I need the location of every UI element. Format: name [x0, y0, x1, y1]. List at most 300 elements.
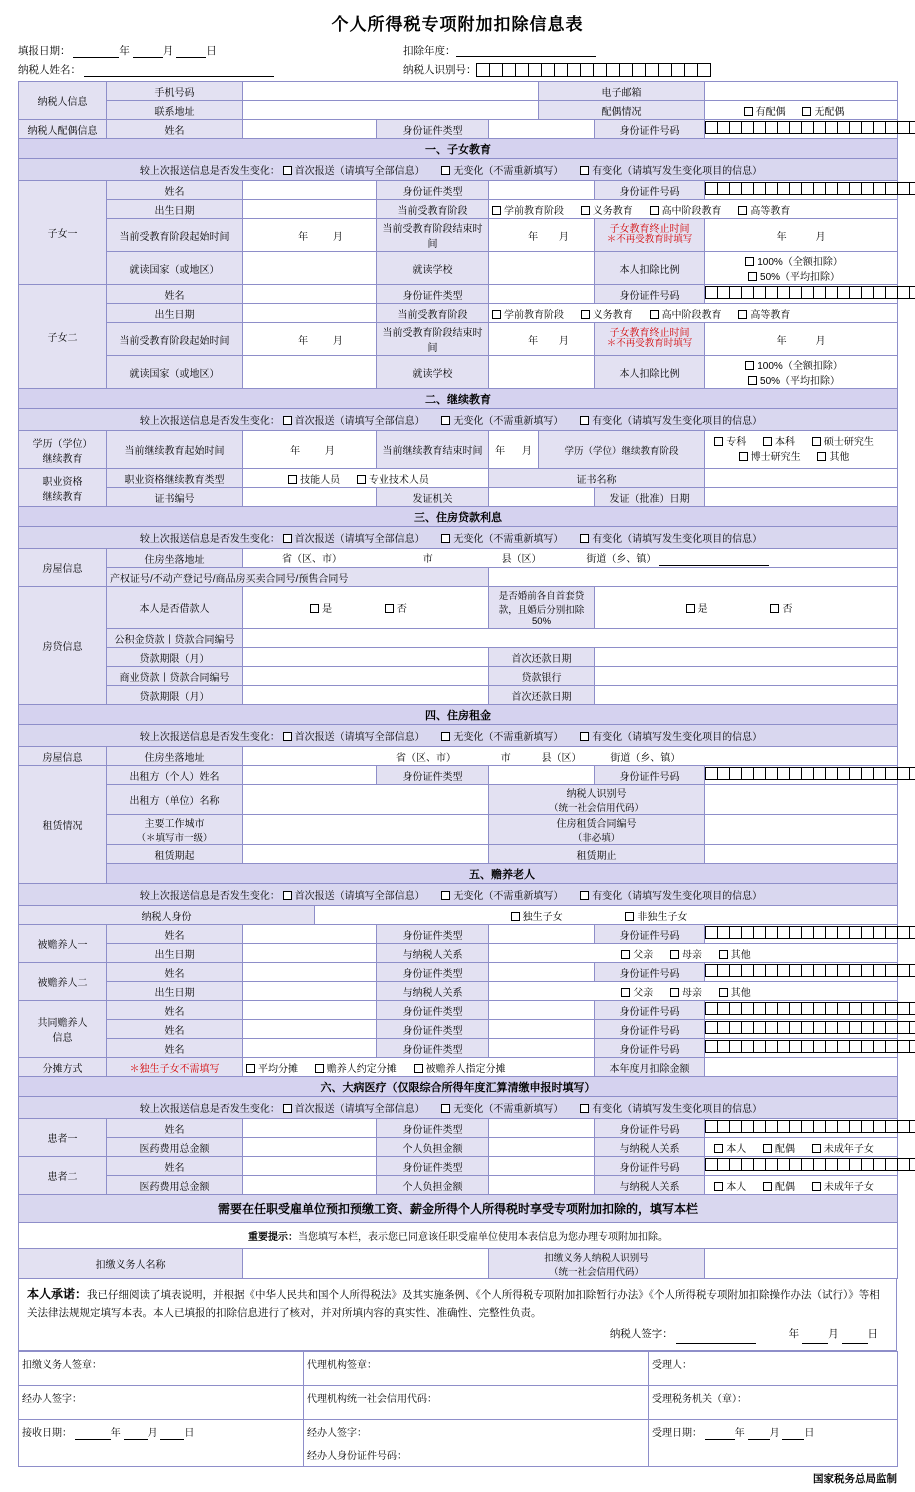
option-no-spouse-label: 无配偶	[814, 106, 845, 118]
rent-option-nochange[interactable]	[441, 728, 563, 743]
child2-id-type-label: 身份证件类型	[377, 285, 489, 304]
child1-country-label: 就读国家（或地区）	[107, 252, 243, 285]
patient2-id-number-boxes[interactable]	[705, 1158, 915, 1171]
fund-loan-input[interactable]	[243, 629, 898, 648]
cont-stage-0-label: 专科	[726, 436, 747, 448]
loan-option-nochange[interactable]	[441, 530, 563, 545]
receive-date-label: 接收日期：	[22, 1428, 72, 1440]
rent-option-changed[interactable]	[580, 728, 762, 743]
cert-name-input[interactable]	[705, 469, 898, 488]
child1-stage-2[interactable]	[650, 202, 722, 217]
patient2-id-number-label: 身份证件号码	[595, 1157, 705, 1176]
patient2-row-1	[19, 1157, 898, 1176]
taxpayer-id-label: 纳税人识别号：	[403, 64, 477, 76]
child1-birth-input[interactable]	[243, 200, 377, 219]
cont-start-label: 当前继续教育起始时间	[107, 431, 243, 469]
child2-stage-label: 当前受教育阶段	[377, 304, 489, 323]
child2-stage-options[interactable]	[489, 304, 898, 323]
biz-first-repay-input[interactable]	[595, 686, 898, 705]
child1-country-input[interactable]	[243, 252, 377, 285]
rent-lessor-person-input[interactable]	[243, 766, 377, 785]
section-children-title: 一、子女教育	[19, 139, 898, 159]
degree-edu-label-l1: 学历（学位）	[32, 438, 93, 450]
child2-birth-input[interactable]	[243, 304, 377, 323]
share-note: ＊独生子女不需填写	[107, 1058, 243, 1077]
rent-lessor-row-2	[19, 785, 898, 815]
loan-cert-label: 产权证号/不动产登记号/商品房买卖合同号/预售合同号	[107, 568, 489, 587]
child2-name-input[interactable]	[243, 285, 377, 304]
child1-start-label: 当前受教育阶段起始时间	[107, 219, 243, 252]
section-illness-title: 六、大病医疗（仅限综合所得年度汇算清缴申报时填写）	[19, 1077, 898, 1097]
co-supporter3-id-type-label: 身份证件类型	[377, 1039, 489, 1058]
child1-id-number-cell[interactable]	[705, 181, 898, 200]
co-supporter2-id-number-cell[interactable]	[705, 1020, 898, 1039]
loan-cert-input[interactable]	[489, 568, 898, 587]
cont-option-nochange-label: 无变化（不需重新填写）	[453, 416, 564, 427]
rent-id-number-boxes[interactable]	[705, 767, 915, 780]
marriage-options[interactable]	[705, 101, 898, 120]
degree-edu-row	[19, 431, 898, 469]
mobile-label: 手机号码	[107, 82, 243, 101]
dependent1-row-2	[19, 944, 898, 963]
accept-day: 日	[804, 1428, 815, 1440]
cont-change-prefix: 较上次报送信息是否发生变化：	[139, 416, 280, 427]
child2-ratio-options[interactable]	[705, 356, 898, 389]
child2-end-label: 当前受教育阶段结束时间	[377, 323, 489, 356]
loan-borrower-no[interactable]	[385, 600, 407, 615]
dependent2-name-input[interactable]	[243, 963, 377, 982]
co-supporter2-name-input[interactable]	[243, 1020, 377, 1039]
children-change-line[interactable]	[19, 159, 898, 181]
loan-info-row-5	[19, 686, 898, 705]
child2-stage-3[interactable]	[738, 306, 790, 321]
child2-birth-label: 出生日期	[107, 304, 243, 323]
child1-id-type-input[interactable]	[489, 181, 595, 200]
child1-ratio-100-label: 100%（全额扣除）	[757, 257, 843, 268]
child2-stage-0[interactable]	[492, 306, 564, 321]
dependent2-relation-options[interactable]	[489, 982, 898, 1001]
rent-contract-l1: 住房租赁合同编号	[556, 819, 637, 830]
child2-row-2	[19, 304, 898, 323]
child2-stage-1[interactable]	[581, 306, 633, 321]
share-option-0-label: 平均分摊	[258, 1063, 298, 1075]
vocational-label-l1: 职业资格	[42, 476, 83, 488]
rent-option-changed-label: 有变化（请填写发生变化项目的信息）	[592, 732, 763, 743]
cont-stage-1-label: 本科	[775, 436, 796, 448]
patient2-total-input[interactable]	[243, 1176, 377, 1195]
patient1-id-type-input[interactable]	[489, 1119, 595, 1138]
child1-stage-options[interactable]	[489, 200, 898, 219]
rent-start-input[interactable]	[243, 845, 489, 864]
loan-first-house-no[interactable]	[770, 600, 792, 615]
loan-addr-province: 省（区、市）	[282, 554, 342, 565]
patient1-relation-options[interactable]	[705, 1138, 898, 1157]
rent-id-number-cell[interactable]	[705, 766, 898, 785]
patient1-total-input[interactable]	[243, 1138, 377, 1157]
option-has-spouse[interactable]	[744, 103, 786, 118]
agent-seal-cell[interactable]: 扣缴义务人签章：	[19, 1352, 304, 1386]
cont-stage-options[interactable]	[705, 431, 898, 469]
monthly-amount-input[interactable]	[705, 1058, 898, 1077]
patient2-row-2	[19, 1176, 898, 1195]
cont-option-changed-label: 有变化（请填写发生变化项目的信息）	[592, 416, 763, 427]
rent-id-number-label: 身份证件号码	[595, 766, 705, 785]
continuing-change-line[interactable]	[19, 409, 898, 431]
child2-term-month: 月	[815, 335, 826, 347]
loan-first-house-options[interactable]	[595, 587, 898, 629]
rent-lessor-org-input[interactable]	[243, 785, 489, 815]
illness-change-line[interactable]	[19, 1097, 898, 1119]
agency-handler-id-label: 经办人身份证件号码：	[307, 1451, 407, 1463]
cont-start-input[interactable]	[243, 431, 377, 469]
child2-id-number-label: 身份证件号码	[595, 285, 705, 304]
dependent2-row-2	[19, 982, 898, 1001]
vocational-type-options[interactable]	[243, 469, 489, 488]
child2-label: 子女二	[19, 285, 107, 389]
receive-year: 年	[110, 1428, 121, 1440]
withhold-agent-id-input[interactable]	[705, 1249, 898, 1279]
rent-contract-input[interactable]	[705, 815, 898, 845]
handler-sign-cell[interactable]: 经办人签字：	[19, 1386, 304, 1420]
child2-end-input[interactable]	[489, 323, 595, 356]
cert-name-label: 证书名称	[489, 469, 705, 488]
taxpayer-name-group	[18, 62, 403, 77]
option-no-change[interactable]	[441, 162, 563, 177]
fund-loan-label: 公积金贷款丨贷款合同编号	[107, 629, 243, 648]
patient1-id-number-cell[interactable]	[705, 1119, 898, 1138]
vocational-label	[19, 469, 107, 507]
cert-number-input[interactable]	[243, 488, 377, 507]
share-option-0[interactable]	[246, 1060, 298, 1075]
loan-change-line[interactable]	[19, 527, 898, 549]
illness-option-nochange[interactable]	[441, 1100, 563, 1115]
co-supporter3-id-number-boxes[interactable]	[705, 1040, 915, 1053]
loan-house-row-2	[19, 568, 898, 587]
section-loan-title: 三、住房贷款利息	[19, 507, 898, 527]
loan-option-first[interactable]	[283, 530, 425, 545]
loan-borrower-options[interactable]	[243, 587, 489, 629]
child2-ratio-label: 本人扣除比例	[595, 356, 705, 389]
accept-date-label: 受理日期：	[652, 1428, 702, 1440]
loan-borrower-label: 本人是否借款人	[107, 587, 243, 629]
child1-term-year: 年	[776, 231, 787, 243]
child1-termination-title: 子女教育终止时间	[609, 223, 690, 235]
patient1-relation-1[interactable]	[763, 1140, 795, 1155]
child2-id-number-boxes[interactable]	[705, 286, 915, 299]
option-no-spouse[interactable]	[802, 103, 844, 118]
co-supporter1-name-label: 姓名	[107, 1001, 243, 1020]
patient2-id-type-input[interactable]	[489, 1157, 595, 1176]
accept-date-cell[interactable]	[649, 1420, 898, 1467]
patient1-relation-0[interactable]	[714, 1140, 746, 1155]
dependent1-id-number-cell[interactable]	[705, 925, 898, 944]
rent-city-input[interactable]	[243, 815, 489, 845]
loan-info-row-1	[19, 587, 898, 629]
loan-borrower-yes[interactable]	[310, 600, 332, 615]
elder-option-changed[interactable]	[580, 887, 762, 902]
issuer-input[interactable]	[489, 488, 595, 507]
cont-stage-label: 学历（学位）继续教育阶段	[539, 431, 705, 469]
receive-date-cell[interactable]	[19, 1420, 304, 1467]
patient2-relation-options[interactable]	[705, 1176, 898, 1195]
elder-option-first-label: 首次报送（请填写全部信息）	[294, 891, 425, 902]
cont-option-nochange[interactable]	[441, 412, 563, 427]
child1-ratio-50[interactable]	[748, 268, 840, 283]
dependent2-relation-1[interactable]	[670, 984, 702, 999]
dependent2-id-type-input[interactable]	[489, 963, 595, 982]
vocational-type-0[interactable]	[288, 471, 340, 486]
withhold-agent-id-l2: （统一社会信用代码）	[549, 1266, 645, 1278]
address-input[interactable]	[243, 101, 539, 120]
co-supporter3-id-number-cell[interactable]	[705, 1039, 898, 1058]
option-first-report[interactable]	[283, 162, 425, 177]
cont-stage-0[interactable]	[714, 435, 746, 450]
loan-address-input[interactable]	[243, 549, 898, 568]
share-option-2-label: 被赡养人指定分摊	[425, 1063, 506, 1075]
month-label: 月	[162, 45, 174, 57]
cont-stage-1[interactable]	[763, 435, 795, 450]
rent-option-first[interactable]	[283, 728, 425, 743]
taxpayer-id-boxes[interactable]	[477, 63, 711, 77]
spouse-id-number-boxes-cell[interactable]	[705, 120, 898, 139]
rent-addr-city: 市	[500, 752, 511, 764]
dependent2-id-number-cell[interactable]	[705, 963, 898, 982]
elder-identity-options[interactable]	[315, 906, 898, 925]
patient2-relation-0[interactable]	[714, 1178, 746, 1193]
loan-addr-street: 街道（乡、镇）	[586, 554, 657, 565]
fund-term-label: 贷款期限（月）	[107, 648, 243, 667]
cont-option-changed[interactable]	[580, 412, 762, 427]
mobile-input[interactable]	[243, 82, 539, 101]
child2-country-input[interactable]	[243, 356, 377, 389]
share-option-2[interactable]	[414, 1060, 506, 1075]
receive-day: 日	[184, 1428, 195, 1440]
biz-bank-input[interactable]	[595, 667, 898, 686]
co-supporter3-id-type-input[interactable]	[489, 1039, 595, 1058]
footer-table	[18, 1351, 898, 1467]
spouse-id-number-boxes[interactable]	[705, 121, 915, 134]
patient1-id-number-boxes[interactable]	[705, 1120, 915, 1133]
vocational-type-0-label: 技能人员	[300, 474, 341, 486]
dependent1-name-input[interactable]	[243, 925, 377, 944]
patient1-relation-2[interactable]	[812, 1140, 874, 1155]
child1-end-label: 当前受教育阶段结束时间	[377, 219, 489, 252]
child1-name-input[interactable]	[243, 181, 377, 200]
child2-start-input[interactable]	[243, 323, 377, 356]
child1-start-input[interactable]	[243, 219, 377, 252]
accept-org-cell[interactable]: 受理税务机关（章）：	[649, 1386, 898, 1420]
child1-end-input[interactable]	[489, 219, 595, 252]
agency-seal-cell[interactable]: 代理机构签章：	[304, 1352, 649, 1386]
illness-option-nochange-label: 无变化（不需重新填写）	[453, 1104, 564, 1115]
vocational-type-1[interactable]	[357, 471, 429, 486]
co-supporter-row-3	[19, 1039, 898, 1058]
elder-only-child[interactable]	[511, 908, 563, 923]
co-supporter2-id-type-input[interactable]	[489, 1020, 595, 1039]
agency-code-cell[interactable]: 代理机构统一社会信用代码：	[304, 1386, 649, 1420]
rent-id-type-input[interactable]	[489, 766, 595, 785]
withhold-tip	[19, 1223, 898, 1249]
patient1-self-pay-input[interactable]	[489, 1138, 595, 1157]
email-input[interactable]	[705, 82, 898, 101]
illness-option-first[interactable]	[283, 1100, 425, 1115]
rent-change-line[interactable]	[19, 725, 898, 747]
child1-stage-3[interactable]	[738, 202, 790, 217]
children-change-row	[19, 159, 898, 181]
patient2-id-number-cell[interactable]	[705, 1157, 898, 1176]
co-supporter1-id-number-cell[interactable]	[705, 1001, 898, 1020]
rent-address-input[interactable]	[243, 747, 898, 766]
cont-stage-2[interactable]	[812, 435, 874, 450]
loan-option-changed[interactable]	[580, 530, 762, 545]
patient2-name-input[interactable]	[243, 1157, 377, 1176]
biz-term-input[interactable]	[243, 686, 489, 705]
child2-end-month: 月	[558, 335, 569, 347]
degree-edu-label-l2: 继续教育	[42, 453, 83, 465]
patient1-name-input[interactable]	[243, 1119, 377, 1138]
fund-first-repay-input[interactable]	[595, 648, 898, 667]
dependent2-id-number-boxes[interactable]	[705, 964, 915, 977]
rent-city-l1: 主要工作城市	[144, 819, 205, 830]
child1-start-month: 月	[332, 231, 343, 243]
patient1-self-pay-label: 个人负担金额	[377, 1138, 489, 1157]
cont-end-input[interactable]	[489, 431, 539, 469]
promise-signature-line	[27, 1326, 888, 1344]
share-options[interactable]	[243, 1058, 595, 1077]
cont-stage-4[interactable]	[817, 450, 849, 465]
co-supporter1-name-input[interactable]	[243, 1001, 377, 1020]
elder-option-nochange[interactable]	[441, 887, 563, 902]
child1-id-number-boxes[interactable]	[705, 182, 915, 195]
dependent1-relation-0[interactable]	[621, 946, 653, 961]
child1-ratio-100[interactable]	[745, 253, 843, 268]
cont-option-first[interactable]	[283, 412, 425, 427]
patient1-id-number-label: 身份证件号码	[595, 1119, 705, 1138]
spouse-name-input[interactable]	[243, 120, 377, 139]
dependent2-relation-0[interactable]	[621, 984, 653, 999]
dependent2-birth-label: 出生日期	[107, 982, 243, 1001]
child2-termination-note: ＊不再受教育时填写	[606, 338, 693, 350]
child2-id-type-input[interactable]	[489, 285, 595, 304]
child2-start-month: 月	[332, 335, 343, 347]
co-supporter1-id-number-boxes[interactable]	[705, 1002, 915, 1015]
dependent1-id-number-boxes[interactable]	[705, 926, 915, 939]
dependent1-relation-options[interactable]	[489, 944, 898, 963]
child1-ratio-options[interactable]	[705, 252, 898, 285]
child1-school-input[interactable]	[489, 252, 595, 285]
issue-date-input[interactable]	[705, 488, 898, 507]
spouse-id-type-input[interactable]	[489, 120, 595, 139]
patient2-id-type-label: 身份证件类型	[377, 1157, 489, 1176]
dependent1-id-type-input[interactable]	[489, 925, 595, 944]
child1-termination-label	[595, 219, 705, 252]
biz-loan-label: 商业贷款丨贷款合同编号	[107, 667, 243, 686]
rent-org-id-label	[489, 785, 705, 815]
child1-row-4	[19, 252, 898, 285]
taxpayer-info-label: 纳税人信息	[19, 82, 107, 120]
child2-stage-2[interactable]	[650, 306, 722, 321]
dependent1-relation-2[interactable]	[719, 946, 751, 961]
fund-term-input[interactable]	[243, 648, 489, 667]
dependent1-birth-label: 出生日期	[107, 944, 243, 963]
option-changed[interactable]	[580, 162, 762, 177]
co-supporter2-id-number-boxes[interactable]	[705, 1021, 915, 1034]
co-supporter-label-l1: 共同赡养人	[37, 1018, 88, 1029]
elder-change-line[interactable]	[19, 884, 898, 906]
child2-id-number-cell[interactable]	[705, 285, 898, 304]
patient2-relation-1[interactable]	[763, 1178, 795, 1193]
dependent1-relation-1[interactable]	[670, 946, 702, 961]
dependent1-birth-input[interactable]	[243, 944, 377, 963]
biz-loan-input[interactable]	[243, 667, 489, 686]
rent-org-id-input[interactable]	[705, 785, 898, 815]
agency-handler-cell[interactable]	[304, 1420, 649, 1467]
section-continuing-title: 二、继续教育	[19, 389, 898, 409]
co-supporter-row-1	[19, 1001, 898, 1020]
co-supporter3-name-input[interactable]	[243, 1039, 377, 1058]
child1-stage-0[interactable]	[492, 202, 564, 217]
child1-stage-1[interactable]	[581, 202, 633, 217]
cont-stage-3[interactable]	[739, 450, 801, 465]
loan-first-house-yes[interactable]	[686, 600, 708, 615]
child1-stage-3-label: 高等教育	[750, 205, 791, 217]
patient2-relation-2[interactable]	[812, 1178, 874, 1193]
dependent2-birth-input[interactable]	[243, 982, 377, 1001]
loan-first-house-label: 是否婚前各自首套贷款，且婚后分别扣除50%	[489, 587, 595, 629]
spouse-row	[19, 120, 898, 139]
co-supporter-row-2	[19, 1020, 898, 1039]
elder-not-only-child[interactable]	[625, 908, 687, 923]
child2-school-input[interactable]	[489, 356, 595, 389]
child2-term-year: 年	[776, 335, 787, 347]
illness-option-changed[interactable]	[580, 1100, 762, 1115]
receive-month: 月	[147, 1428, 158, 1440]
co-supporter1-id-type-input[interactable]	[489, 1001, 595, 1020]
patient2-self-pay-input[interactable]	[489, 1176, 595, 1195]
child2-ratio-50[interactable]	[748, 372, 840, 387]
child1-name-label: 姓名	[107, 181, 243, 200]
patient1-relation-2-label: 未成年子女	[823, 1143, 874, 1155]
rent-city-l2: （＊填写市一级）	[136, 833, 213, 844]
promise-box	[18, 1279, 897, 1351]
dependent2-id-number-label: 身份证件号码	[595, 963, 705, 982]
taxpayer-row-2	[19, 101, 898, 120]
rent-option-nochange-label: 无变化（不需重新填写）	[453, 732, 564, 743]
elder-option-nochange-label: 无变化（不需重新填写）	[453, 891, 564, 902]
child1-label: 子女一	[19, 181, 107, 285]
child2-ratio-100[interactable]	[745, 357, 843, 372]
cont-end-year: 年	[495, 446, 506, 457]
dependent2-relation-2[interactable]	[719, 984, 751, 999]
child1-birth-label: 出生日期	[107, 200, 243, 219]
child2-termination-input[interactable]	[705, 323, 898, 356]
rent-end-input[interactable]	[705, 845, 898, 864]
vocational-row-1	[19, 469, 898, 488]
acceptor-cell[interactable]: 受理人：	[649, 1352, 898, 1386]
share-option-1[interactable]	[315, 1060, 397, 1075]
rent-end-label: 租赁期止	[489, 845, 705, 864]
child1-termination-input[interactable]	[705, 219, 898, 252]
child2-end-year: 年	[528, 335, 539, 347]
address-label: 联系地址	[107, 101, 243, 120]
elder-option-first[interactable]	[283, 887, 425, 902]
year-label: 年	[119, 45, 130, 57]
withhold-agent-name-input[interactable]	[243, 1249, 489, 1279]
rent-id-type-label: 身份证件类型	[377, 766, 489, 785]
section-elder	[19, 864, 898, 884]
rent-addr-county: 县（区）	[541, 752, 582, 764]
co-supporter-label	[19, 1001, 107, 1058]
